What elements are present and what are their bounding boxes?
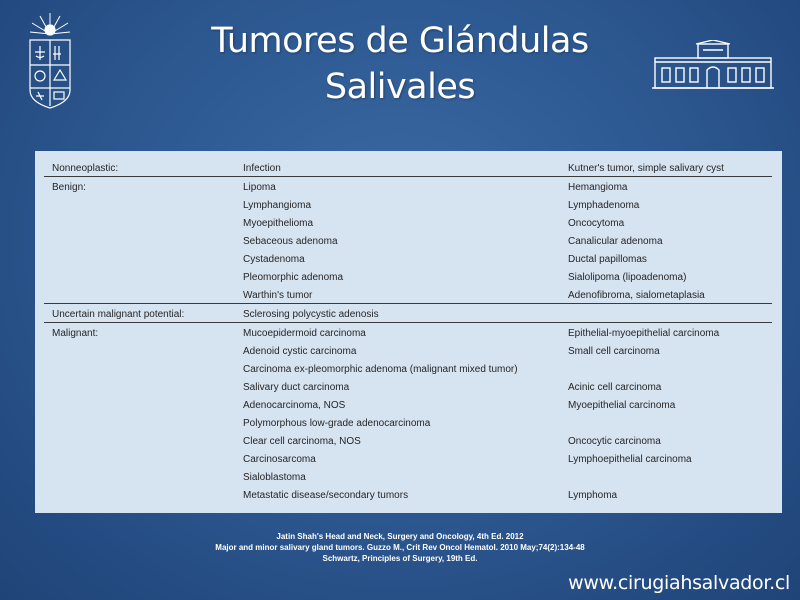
tumor-type-cell: Sialolipoma (lipoadenoma): [568, 272, 687, 283]
table-row: [44, 304, 772, 322]
table-row: [44, 158, 772, 176]
tumor-type-cell: Lymphangioma: [243, 200, 312, 211]
references: [100, 531, 700, 564]
reference-line-1: Jatin Shah's Head and Neck, Surgery and Oncology, 4th Ed. 2012: [276, 532, 524, 541]
tumor-type-cell: Salivary duct carcinoma: [243, 382, 350, 393]
reference-line-3: Schwartz, Principles of Surgery, 19th Ed.: [322, 554, 478, 563]
tumor-classification-table: [35, 151, 782, 513]
tumor-type-cell: Sebaceous adenoma: [243, 236, 338, 247]
table-body: [44, 158, 772, 503]
table-row: [44, 359, 772, 377]
category-label: Nonneoplastic:: [52, 163, 119, 174]
table-row: [44, 323, 772, 341]
table-row: [44, 377, 772, 395]
category-label: Uncertain malignant potential:: [52, 309, 185, 320]
tumor-type-cell: Canalicular adenoma: [568, 236, 663, 247]
reference-line-2: Major and minor salivary gland tumors. Guzzo M., Crit Rev Oncol Hematol. 2010 May;74(2):134-48: [215, 543, 585, 552]
tumor-type-cell: Carcinosarcoma: [243, 454, 316, 465]
tumor-type-cell: Small cell carcinoma: [568, 346, 660, 357]
slide-title-line-2: Salivales: [324, 67, 476, 107]
tumor-type-cell: Myoepithelioma: [243, 218, 314, 229]
tumor-type-cell: Metastatic disease/secondary tumors: [243, 490, 409, 501]
slide-title-line-1: Tumores de Glándulas: [211, 21, 589, 61]
tumor-type-cell: Carcinoma ex-pleomorphic adenoma (malignant mixed tumor): [243, 364, 518, 375]
tumor-type-cell: Polymorphous low-grade adenocarcinoma: [243, 418, 431, 429]
hospital-building-icon: [652, 40, 774, 90]
table-row: [44, 249, 772, 267]
tumor-type-cell: Adenocarcinoma, NOS: [243, 400, 346, 411]
slide-title: [150, 18, 650, 110]
tumor-type-cell: Myoepithelial carcinoma: [568, 400, 676, 411]
tumor-type-cell: Acinic cell carcinoma: [568, 382, 662, 393]
tumor-type-cell: Epithelial-myoepithelial carcinoma: [568, 328, 720, 339]
table-row: [44, 195, 772, 213]
tumor-type-cell: Sclerosing polycystic adenosis: [243, 309, 379, 320]
tumor-type-cell: Sialoblastoma: [243, 472, 306, 483]
tumor-type-cell: Oncocytoma: [568, 218, 625, 229]
table-row: [44, 231, 772, 249]
tumor-type-cell: Warthin's tumor: [243, 290, 313, 301]
table-row: [44, 267, 772, 285]
table-row: [44, 395, 772, 413]
category-label: Malignant:: [52, 328, 99, 339]
tumor-type-cell: Ductal papillomas: [568, 254, 647, 265]
tumor-type-cell: Mucoepidermoid carcinoma: [243, 328, 366, 339]
table-row: [44, 467, 772, 485]
table-row: [44, 485, 772, 503]
tumor-type-cell: Clear cell carcinoma, NOS: [243, 436, 361, 447]
tumor-type-cell: Lymphoepithelial carcinoma: [568, 454, 692, 465]
tumor-type-cell: Adenofibroma, sialometaplasia: [568, 290, 705, 301]
tumor-type-cell: Adenoid cystic carcinoma: [243, 346, 357, 357]
tumor-type-cell: Lymphoma: [568, 490, 618, 501]
table-row: [44, 285, 772, 303]
tumor-type-cell: Lymphadenoma: [568, 200, 640, 211]
category-label: Benign:: [52, 182, 86, 193]
table-row: [44, 177, 772, 195]
table-row: [44, 413, 772, 431]
table-row: [44, 449, 772, 467]
table-row: [44, 431, 772, 449]
tumor-type-cell: Lipoma: [243, 182, 276, 193]
tumor-type-cell: Oncocytic carcinoma: [568, 436, 661, 447]
tumor-type-cell: Kutner's tumor, simple salivary cyst: [568, 163, 724, 174]
website-url: www.cirugiahsalvador.cl: [568, 572, 790, 594]
tumor-type-cell: Infection: [243, 163, 281, 174]
tumor-type-cell: Hemangioma: [568, 182, 628, 193]
tumor-type-cell: Pleomorphic adenoma: [243, 272, 344, 283]
table-row: [44, 213, 772, 231]
university-crest-icon: [26, 10, 74, 110]
tumor-type-cell: Cystadenoma: [243, 254, 305, 265]
table-row: [44, 341, 772, 359]
